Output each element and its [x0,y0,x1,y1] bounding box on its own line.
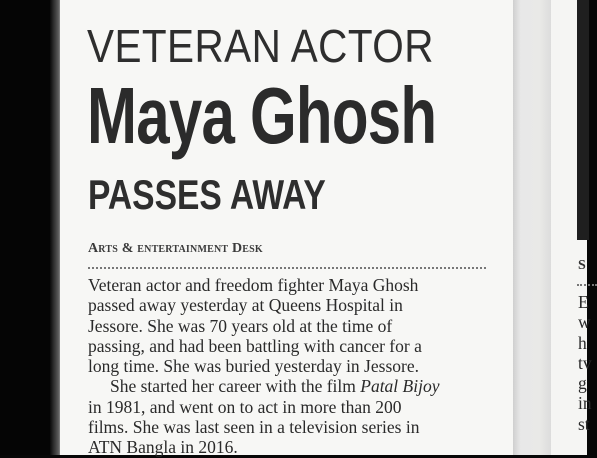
headline-deck: PASSES AWAY [88,171,326,218]
adjacent-line: st [578,413,590,434]
adjacent-text [578,292,592,434]
body-line: Jessore. She was 70 years old at the time of [88,315,393,336]
adjacent-line: in [578,393,592,414]
byline: Arts & entertainment Desk [88,241,263,256]
adjacent-line: h [578,332,587,353]
body-line: passing, and had been battling with cancer for a [88,335,422,356]
headline-kicker: VETERAN ACTOR [87,20,434,72]
body-line: passed away yesterday at Queens Hospital in [88,295,403,316]
adjacent-line: g [578,373,587,394]
dotted-rule [88,267,486,269]
body-line [88,376,488,396]
body-line: films. She was last seen in a television series in [88,417,420,438]
body-line: Veteran actor and freedom fighter Maya Ghosh [88,275,419,295]
adjacent-line: E [578,292,589,312]
adjacent-line: tv [578,352,592,373]
adjacent-line: w [578,312,591,333]
newspaper-page [60,0,513,458]
headline-name: Maya Ghosh [87,71,437,160]
adjacent-dotted-rule [577,284,597,286]
background-left [0,0,50,455]
page-gutter [513,0,551,455]
adjacent-byline: S [578,258,586,273]
photo-edge [577,0,589,240]
body-line: ATN Bangla in 2016. [88,437,238,458]
body-line: in 1981, and went on to act in more than 200 [88,396,402,417]
article-body [88,275,488,458]
body-line: long time. She was buried yesterday in Jessore. [88,356,419,377]
film-title: Patal Bijoy [360,376,440,397]
adjacent-page [551,0,592,455]
body-text: She started her career with the film [110,376,361,397]
